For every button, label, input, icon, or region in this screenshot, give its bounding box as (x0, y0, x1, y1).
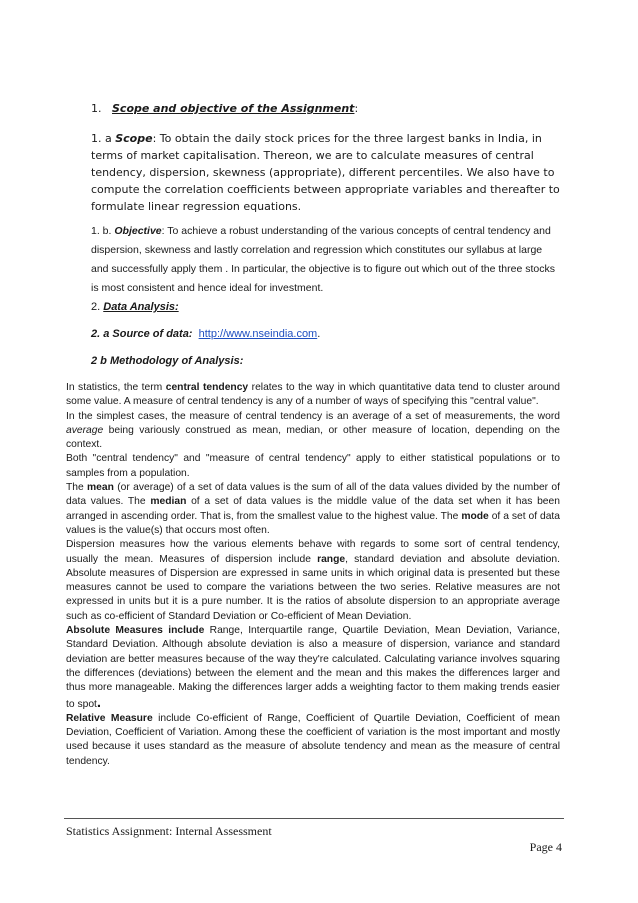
text-run: being variously construed as mean, median, or other measure of location, depending on the context. (66, 424, 560, 451)
paragraph-absolute-measures (66, 624, 560, 712)
scope-text-a: : To obtain the daily stock prices for the three largest banks in India, in terms of market capitalisation. Thereon, we are to calculate measures of central tendency, dispersion, skewness (appropriate), different percentiles. (91, 132, 542, 179)
source-end: . (317, 328, 321, 340)
section-2-number: 2. (91, 301, 101, 313)
text-run: . (96, 693, 102, 711)
term-mean: mean (87, 482, 114, 494)
text-run: The (66, 482, 88, 494)
term-median: median (150, 496, 187, 508)
text-run: relates to the way in which quantitative data tend to cluster around some value. A measure of central tendency is any of a number of ways of specifying this "central value". (66, 382, 560, 408)
paragraph-central-tendency (66, 381, 560, 410)
scope-prefix: 1. a (91, 132, 112, 145)
source-label: 2. a Source of data: (91, 328, 193, 340)
section-1-colon: : (354, 102, 359, 115)
text-run: Range, Interquartile range, Quartile Deviation, Mean Deviation, Variance, Standard Deviation. Although absolute deviation is also a measure of dispersion, variance and standard deviation are better measures because of the way they're calculated. Calculating variance involves squaring the differences (deviations) between the element and the mean and this makes the differences larger and thus more manageable. Making the differences larger adds a weighting factor to them making trends easier to spot (66, 625, 560, 710)
paragraph-average (66, 410, 560, 453)
text-run: (or average) of a set of data values is the sum of all of the data values divided by the number of data values. The (66, 482, 560, 508)
objective-text: : To achieve a robust understanding of the various concepts of central tendency and dispersion, skewness and lastly correlation and regression which constitutes our syllabus at large and successfully apply them . In particular, the objective is to figure out which out of the three stocks is most consistent and hence ideal for investment. (91, 225, 555, 294)
text-run: of a set of data values is the middle value of the data set when it has been arranged in ascending order. That is, from the smallest value to the highest value. The (66, 496, 560, 522)
term-range: range (317, 553, 346, 565)
section-1-number: 1. (91, 102, 102, 115)
section-1-heading (91, 102, 358, 115)
term-relative-measure: Relative Measure (66, 712, 153, 724)
term-mode: mode (461, 510, 489, 522)
text-run: of a set of data values is the value(s) that occurs most often. (66, 510, 561, 536)
objective-paragraph (91, 222, 561, 298)
footer-divider (64, 818, 564, 819)
text-run: , standard deviation and absolute deviation. Absolute measures of Dispersion are expressed in same units in which original data is presented but these measures cannot be used to compare the variations between the two series. Relative measures are not expressed in units but it is a pure number. It is the ratios of absolute dispersion to an appropriate average such as co-efficient of Standard Deviation or Co-efficient of Mean Deviation. (66, 553, 560, 622)
text-run: include Co-efficient of Range, Coefficient of Quartile Deviation, Coefficient of mean Deviation, Coefficient of Variation. Among these the coefficient of variation is the most important and mostly used because it uses standard as the measure of absolute tendency and mean as the measure of central tendency. (66, 712, 560, 767)
term-central-tendency: central tendency (165, 382, 249, 393)
source-link[interactable]: http://www.nseindia.com (198, 328, 318, 340)
scope-text-b: We also have to compute the correlation coefficients between appropriate variables and thereafter to formulate linear regression equations. (91, 166, 560, 213)
term-absolute-measures: Absolute Measures include (66, 625, 205, 637)
methodology-heading: 2 b Methodology of Analysis: (91, 355, 244, 367)
paragraph-relative-measures (66, 712, 560, 769)
scope-label: Scope (115, 132, 153, 145)
paragraph-dispersion (66, 538, 560, 624)
paragraph-populations: Both "central tendency" and "measure of central tendency" apply to either statistical populations or to samples from a population. (66, 453, 560, 479)
section-2-title: Data Analysis: (103, 301, 179, 313)
footer-title: Statistics Assignment: Internal Assessment (66, 824, 272, 838)
page-number: Page 4 (529, 840, 562, 854)
section-1-title: Scope and objective of the Assignment (112, 102, 355, 115)
scope-paragraph (91, 130, 571, 215)
paragraph-mean-median-mode (66, 481, 560, 538)
text-run: Dispersion measures how the various elements behave with regards to some sort of central tendency, usually the mean. Measures of dispersion include (66, 539, 560, 565)
text-run: In statistics, the term (66, 382, 166, 393)
source-line (91, 328, 320, 340)
section-2-heading (91, 301, 179, 313)
body-text (66, 381, 560, 769)
objective-prefix: 1. b. (91, 225, 112, 237)
objective-label: Objective (114, 225, 162, 237)
text-run: In the simplest cases, the measure of central tendency is an average of a set of measurements, the word (66, 410, 560, 422)
term-average: average (66, 424, 104, 436)
